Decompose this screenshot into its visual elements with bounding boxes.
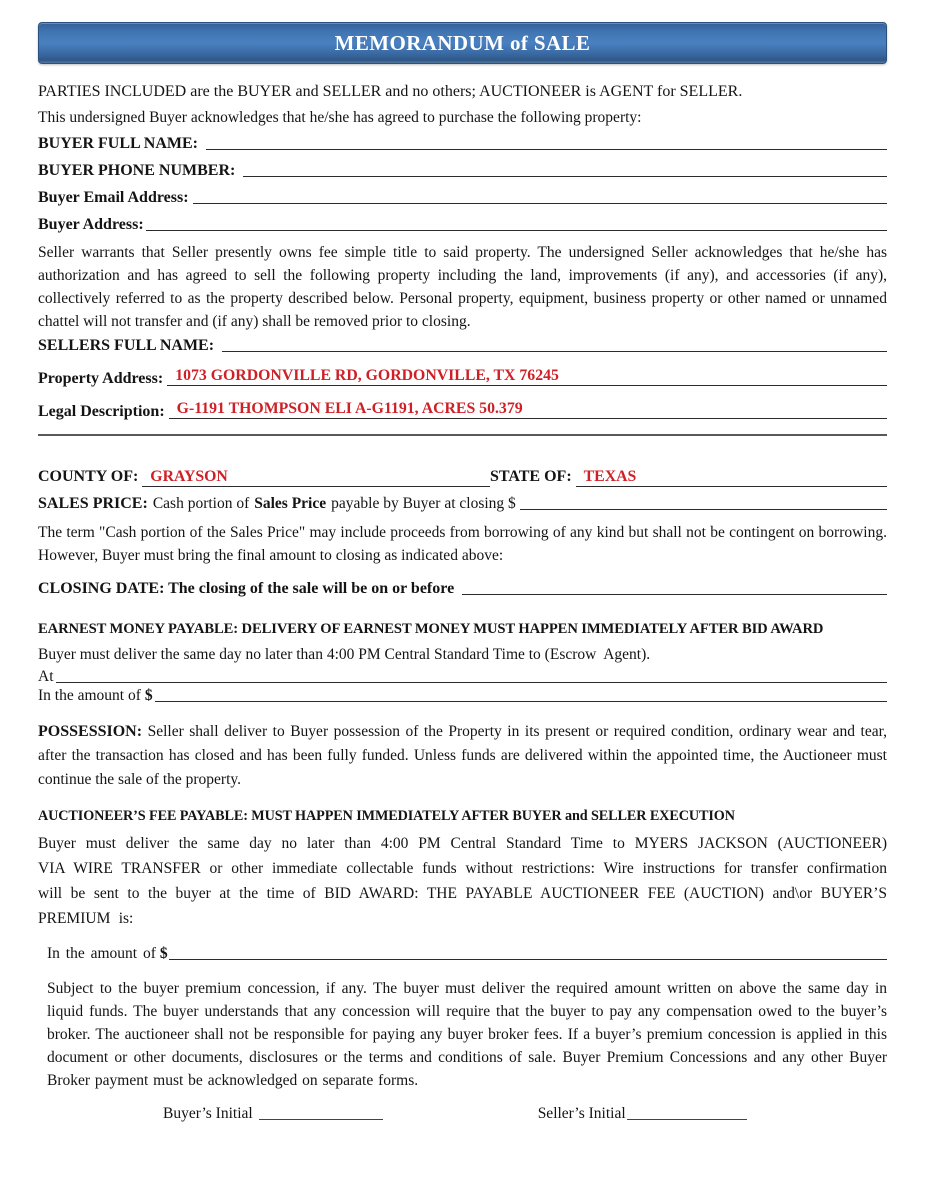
buyer-initial-field	[163, 1105, 383, 1123]
legal-description-input-line[interactable]	[169, 400, 887, 419]
earnest-money-delivery-line: Buyer must deliver the same day no later than 4:00 PM Central Standard Time to (Escrow Agent).	[38, 646, 651, 663]
auctioneer-amount-field	[47, 945, 887, 963]
possession-paragraph	[38, 720, 887, 792]
property-address-input-line[interactable]	[167, 367, 887, 386]
acknowledge-statement: This undersigned Buyer acknowledges that he/she has agreed to purchase the following property:	[38, 109, 642, 126]
legal-description-field	[38, 400, 887, 421]
initials-row	[38, 1105, 887, 1123]
property-address-field	[38, 367, 887, 388]
buyer-address-label: Buyer Address:	[38, 216, 144, 233]
sales-price-text-bold: Sales Price	[254, 495, 327, 512]
seller-initial-label: Seller’s Initial	[537, 1105, 626, 1122]
auctioneer-fee-heading: AUCTIONEER’S FEE PAYABLE: MUST HAPPEN IMMEDIATELY AFTER BUYER and SELLER EXECUTION	[38, 808, 735, 824]
county-state-row	[38, 468, 887, 489]
auctioneer-amount-input-line[interactable]	[169, 945, 887, 960]
closing-date-field	[38, 580, 887, 598]
seller-warrants-paragraph: Seller warrants that Seller presently owns fee simple title to said property. The undersigned Seller acknowledges that he/she has authorization and has agreed to sell the following property including the land, improvements (if any), and accessories (if any), collectively referred to as the property described below. Personal property, equipment, business property or other named or unnamed chattel will not transfer and (if any) shall be removed prior to closing.	[38, 244, 887, 330]
auctioneer-currency-symbol: $	[159, 945, 168, 962]
state-label: STATE OF:	[490, 468, 572, 485]
buyer-initial-label: Buyer’s Initial	[163, 1105, 253, 1122]
earnest-amount-label: In the amount of	[38, 687, 141, 704]
county-value: GRAYSON	[150, 468, 228, 485]
buyer-phone-field	[38, 162, 887, 180]
legal-description-label: Legal Description:	[38, 403, 165, 420]
buyer-full-name-input-line[interactable]	[206, 135, 887, 150]
possession-label: POSSESSION:	[38, 723, 143, 740]
buyer-address-input-line[interactable]	[146, 216, 887, 231]
buyer-phone-input-line[interactable]	[243, 162, 887, 177]
escrow-agent-input-line[interactable]	[56, 668, 888, 683]
buyer-premium-paragraph: Subject to the buyer premium concession, if any. The buyer must deliver the required amount written on above the same day in liquid funds. The buyer understands that any concession will require that the buyer to pay any compensation owed to the buyer’s broker. The auctioneer shall not be responsible for paying any buyer broker fees. If a buyer’s premium concession is applied in this document or other documents, disclosures or the terms and conditions of sale. Buyer Premium Concessions and any other Buyer Broker payment must be acknowledged on separate forms.	[47, 980, 887, 1089]
state-field	[490, 468, 887, 489]
sales-price-input-line[interactable]	[520, 495, 887, 510]
sales-price-text-1: Cash portion of	[152, 495, 250, 512]
escrow-agent-field	[38, 668, 887, 686]
earnest-currency-symbol: $	[144, 687, 153, 704]
buyer-email-input-line[interactable]	[193, 189, 887, 204]
state-input-line[interactable]	[576, 468, 887, 487]
buyer-full-name-label: BUYER FULL NAME:	[38, 135, 199, 152]
closing-date-label: CLOSING DATE: The closing of the sale will be on or before	[38, 580, 455, 597]
page-title: MEMORANDUM of SALE	[334, 30, 591, 55]
county-input-line[interactable]	[142, 468, 490, 487]
earnest-amount-field	[38, 687, 887, 705]
parties-statement: PARTIES INCLUDED are the BUYER and SELLER and no others; AUCTIONEER is AGENT for SELLER.	[38, 83, 743, 100]
cash-portion-term-paragraph: The term "Cash portion of the Sales Price" may include proceeds from borrowing of any kind but shall not be contingent on borrowing. However, Buyer must bring the final amount to closing as indicated above:	[38, 524, 887, 564]
possession-text: Seller shall deliver to Buyer possession of the Property in its present or required condition, ordinary wear and tear, after the transaction has closed and has been fully funded. Unless funds are delivered within the appointed time, the Auctioneer must continue the sale of the property.	[38, 723, 887, 788]
property-address-value: 1073 GORDONVILLE RD, GORDONVILLE, TX 76245	[175, 367, 559, 384]
sellers-full-name-label: SELLERS FULL NAME:	[38, 337, 215, 354]
state-value: TEXAS	[583, 468, 637, 485]
sales-price-field	[38, 495, 887, 513]
earnest-amount-input-line[interactable]	[155, 687, 887, 702]
title-bar	[38, 22, 887, 64]
buyer-full-name-field	[38, 135, 887, 153]
auctioneer-amount-label: In the amount of	[47, 945, 156, 962]
earnest-money-heading: EARNEST MONEY PAYABLE: DELIVERY OF EARNEST MONEY MUST HAPPEN IMMEDIATELY AFTER BID AWARD	[38, 621, 824, 637]
closing-date-input-line[interactable]	[462, 580, 887, 595]
legal-description-continuation-line[interactable]	[38, 434, 887, 436]
county-label: COUNTY OF:	[38, 468, 139, 485]
buyer-address-field	[38, 216, 887, 234]
buyer-phone-label: BUYER PHONE NUMBER:	[38, 162, 236, 179]
sales-price-label: SALES PRICE:	[38, 495, 148, 512]
seller-initial-field	[538, 1105, 747, 1123]
buyer-initial-input-line[interactable]	[259, 1105, 383, 1120]
auctioneer-fee-paragraph: Buyer must deliver the same day no later than 4:00 PM Central Standard Time to MYERS JACKSON (AUCTIONEER) VIA WIRE TRANSFER or other immediate collectable funds without restrictions: Wire instructions for transfer confirmation will be sent to the buyer at the time of BID AWARD: THE PAYABLE AUCTIONEER FEE (AUCTION) and\or BUYER’S PREMIUM is:	[38, 835, 887, 927]
escrow-agent-at-label: At	[38, 668, 54, 685]
sellers-full-name-field	[38, 337, 887, 355]
county-field	[38, 468, 490, 489]
sales-price-text-2: payable by Buyer at closing $	[331, 495, 516, 512]
buyer-email-label: Buyer Email Address:	[38, 189, 189, 206]
property-address-label: Property Address:	[38, 370, 164, 387]
buyer-email-field	[38, 189, 887, 207]
sellers-full-name-input-line[interactable]	[222, 337, 887, 352]
legal-description-value: G-1191 THOMPSON ELI A-G1191, ACRES 50.379	[176, 400, 523, 417]
seller-initial-input-line[interactable]	[627, 1105, 747, 1120]
